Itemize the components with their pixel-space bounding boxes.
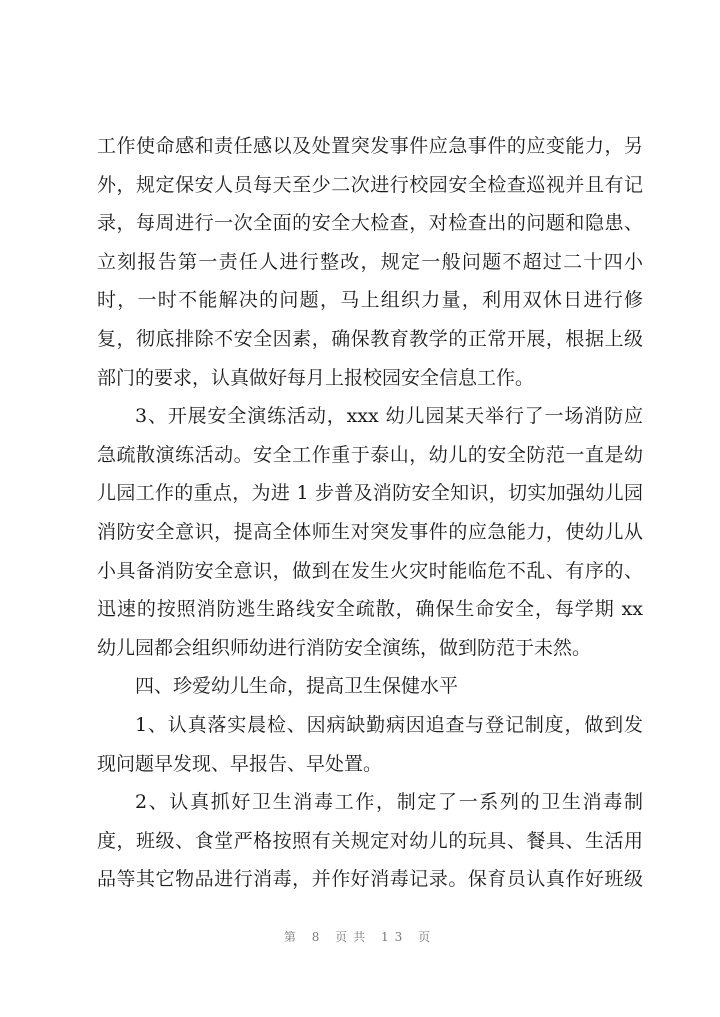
text-line: 立刻报告第一责任人进行整改，规定一般问题不超过二十四小 (97, 250, 643, 273)
text-line: 儿园工作的重点，为进 1 步普及消防安全知识，切实加强幼儿园 (97, 482, 643, 505)
text-line: 部门的要求，认真做好每月上报校园安全信息工作。 (97, 366, 535, 389)
page-number: 第 8 页共 13 页 (283, 930, 437, 944)
text-line: 工作使命感和责任感以及处置突发事件应急事件的应变能力，另 (97, 135, 643, 157)
text-line: 急疏散演练活动。安全工作重于泰山，幼儿的安全防范一直是幼 (97, 443, 643, 466)
document-body (97, 127, 643, 899)
text-line: 时，一时不能解决的问题，马上组织力量，利用双休日进行修 (97, 289, 643, 312)
text-line: 现问题早发现、早报告、早处置。 (97, 752, 383, 775)
section-heading: 四、珍爱幼儿生命，提高卫生保健水平 (135, 675, 459, 698)
paragraph-start-line: 2、认真抓好卫生消毒工作，制定了一系列的卫生消毒制 (135, 791, 643, 814)
text-line: 外，规定保安人员每天至少二次进行校园安全检查巡视并且有记 (97, 173, 643, 196)
text-line: 消防安全意识，提高全体师生对突发事件的应急能力，使幼儿从 (97, 520, 643, 543)
text-line: 品等其它物品进行消毒，并作好消毒记录。保育员认真作好班级 (97, 868, 643, 891)
text-line: 度，班级、食堂严格按照有关规定对幼儿的玩具、餐具、生活用 (97, 829, 643, 852)
text-line: 迅速的按照消防逃生路线安全疏散，确保生命安全，每学期 xx (97, 598, 643, 621)
paragraph-start-line: 1、认真落实晨检、因病缺勤病因追查与登记制度，做到发 (135, 713, 643, 736)
text-line: 复，彻底排除不安全因素，确保教育教学的正常开展，根据上级 (97, 327, 643, 350)
text-line: 小具备消防安全意识，做到在发生火灾时能临危不乱、有序的、 (97, 559, 643, 582)
text-line: 录，每周进行一次全面的安全大检查，对检查出的问题和隐患、 (97, 212, 643, 235)
text-line: 幼儿园都会组织师幼进行消防安全演练，做到防范于未然。 (97, 636, 592, 659)
paragraph-start-line: 3、开展安全演练活动，xxx 幼儿园某天举行了一场消防应 (135, 405, 643, 428)
